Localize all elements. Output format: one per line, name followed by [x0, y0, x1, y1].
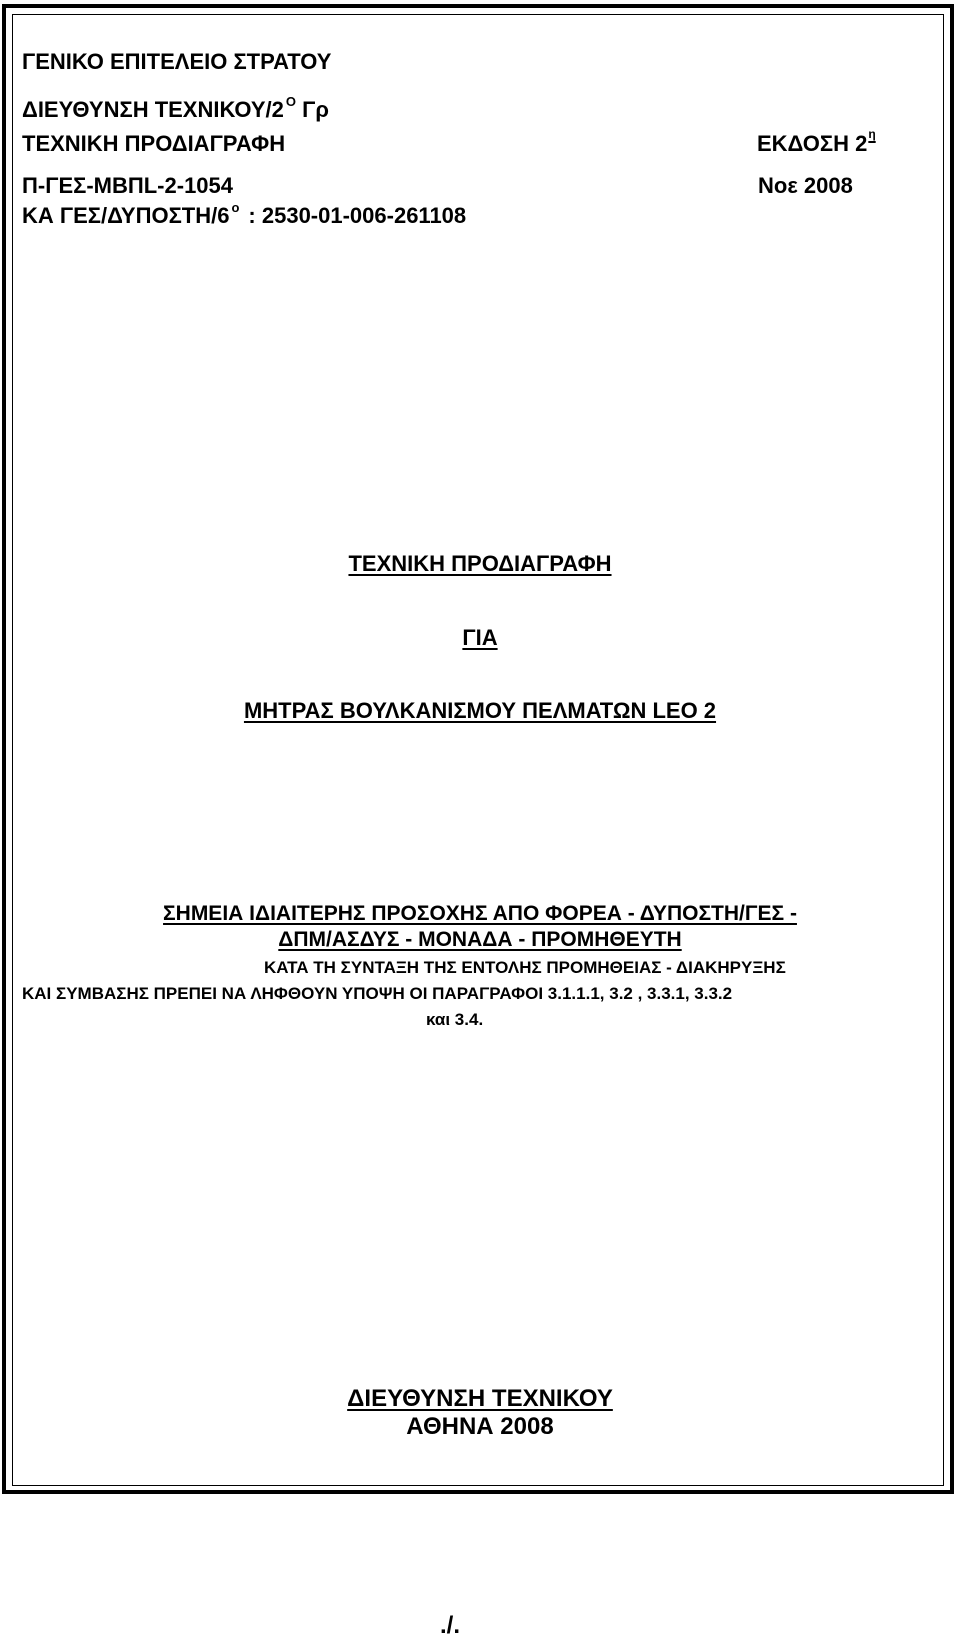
directorate-sup: Ο — [285, 94, 297, 109]
notice-heading1: ΣΗΜΕΙΑ ΙΔΙΑΙΤΕΡΗΣ ΠΡΟΣΟΧΗΣ ΑΠΟ ΦΟΡΕΑ - ΔΥΠΟΣΤΗ/ΓΕΣ - — [163, 902, 797, 925]
title-line1: ΤΕΧΝΙΚΗ ΠΡΟΔΙΑΓΡΑΦΗ — [348, 551, 612, 576]
directorate-text: ΔΙΕΥΘΥΝΣΗ ΤΕΧΝΙΚΟΥ/2 — [22, 97, 284, 122]
issue-date: Νοε 2008 — [758, 173, 853, 198]
footer-directorate: ΔΙΕΥΘΥΝΣΗ ΤΕΧΝΙΚΟΥ — [347, 1385, 613, 1412]
page-border-inner — [12, 14, 944, 1486]
doc-type: ΤΕΧΝΙΚΗ ΠΡΟΔΙΑΓΡΑΦΗ — [22, 131, 286, 156]
ref-number: : 2530-01-006-261108 — [248, 203, 467, 228]
footer-city-year: ΑΘΗΝΑ 2008 — [406, 1413, 554, 1440]
notice-body1: ΚΑΤΑ ΤΗ ΣΥΝΤΑΞΗ ΤΗΣ ΕΝΤΟΛΗΣ ΠΡΟΜΗΘΕΙΑΣ - ΔΙΑΚΗΡΥΞΗΣ — [264, 958, 786, 977]
notice-heading2: ΔΠΜ/ΑΣΔΥΣ - ΜΟΝΑΔΑ - ΠΡΟΜΗΘΕΥΤΗ — [278, 928, 682, 951]
reference-number — [22, 200, 467, 232]
title-line3: ΜΗΤΡΑΣ ΒΟΥΛΚΑΝΙΣΜΟΥ ΠΕΛΜΑΤΩΝ LEO 2 — [243, 698, 717, 723]
org-name: ΓΕΝΙΚΟ ΕΠΙΤΕΛΕΙΟ ΣΤΡΑΤΟΥ — [22, 49, 332, 74]
edition-sup: η — [868, 127, 876, 141]
edition — [757, 127, 876, 157]
ref-prefix: ΚΑ ΓΕΣ/ΔΥΠΟΣΤΗ/6 — [22, 203, 230, 228]
edition-text: ΕΚΔΟΣΗ 2 — [757, 131, 868, 156]
directorate-suffix: Γρ — [302, 97, 329, 122]
notice-body2: ΚΑΙ ΣΥΜΒΑΣΗΣ ΠΡΕΠΕΙ ΝΑ ΛΗΦΘΟΥΝ ΥΠΟΨΗ ΟΙ ΠΑΡΑΓΡΑΦΟΙ 3.1.1.1, 3.2 , 3.3.1, 3.3.2 — [22, 984, 733, 1003]
notice-body3: και 3.4. — [426, 1010, 484, 1029]
ref-sup: ο — [231, 200, 240, 215]
title-line2: ΓΙΑ — [462, 625, 498, 650]
directorate — [22, 94, 329, 126]
page-end-mark: ./. — [440, 1612, 461, 1639]
spec-code: Π-ΓΕΣ-ΜΒΠL-2-1054 — [22, 173, 234, 198]
